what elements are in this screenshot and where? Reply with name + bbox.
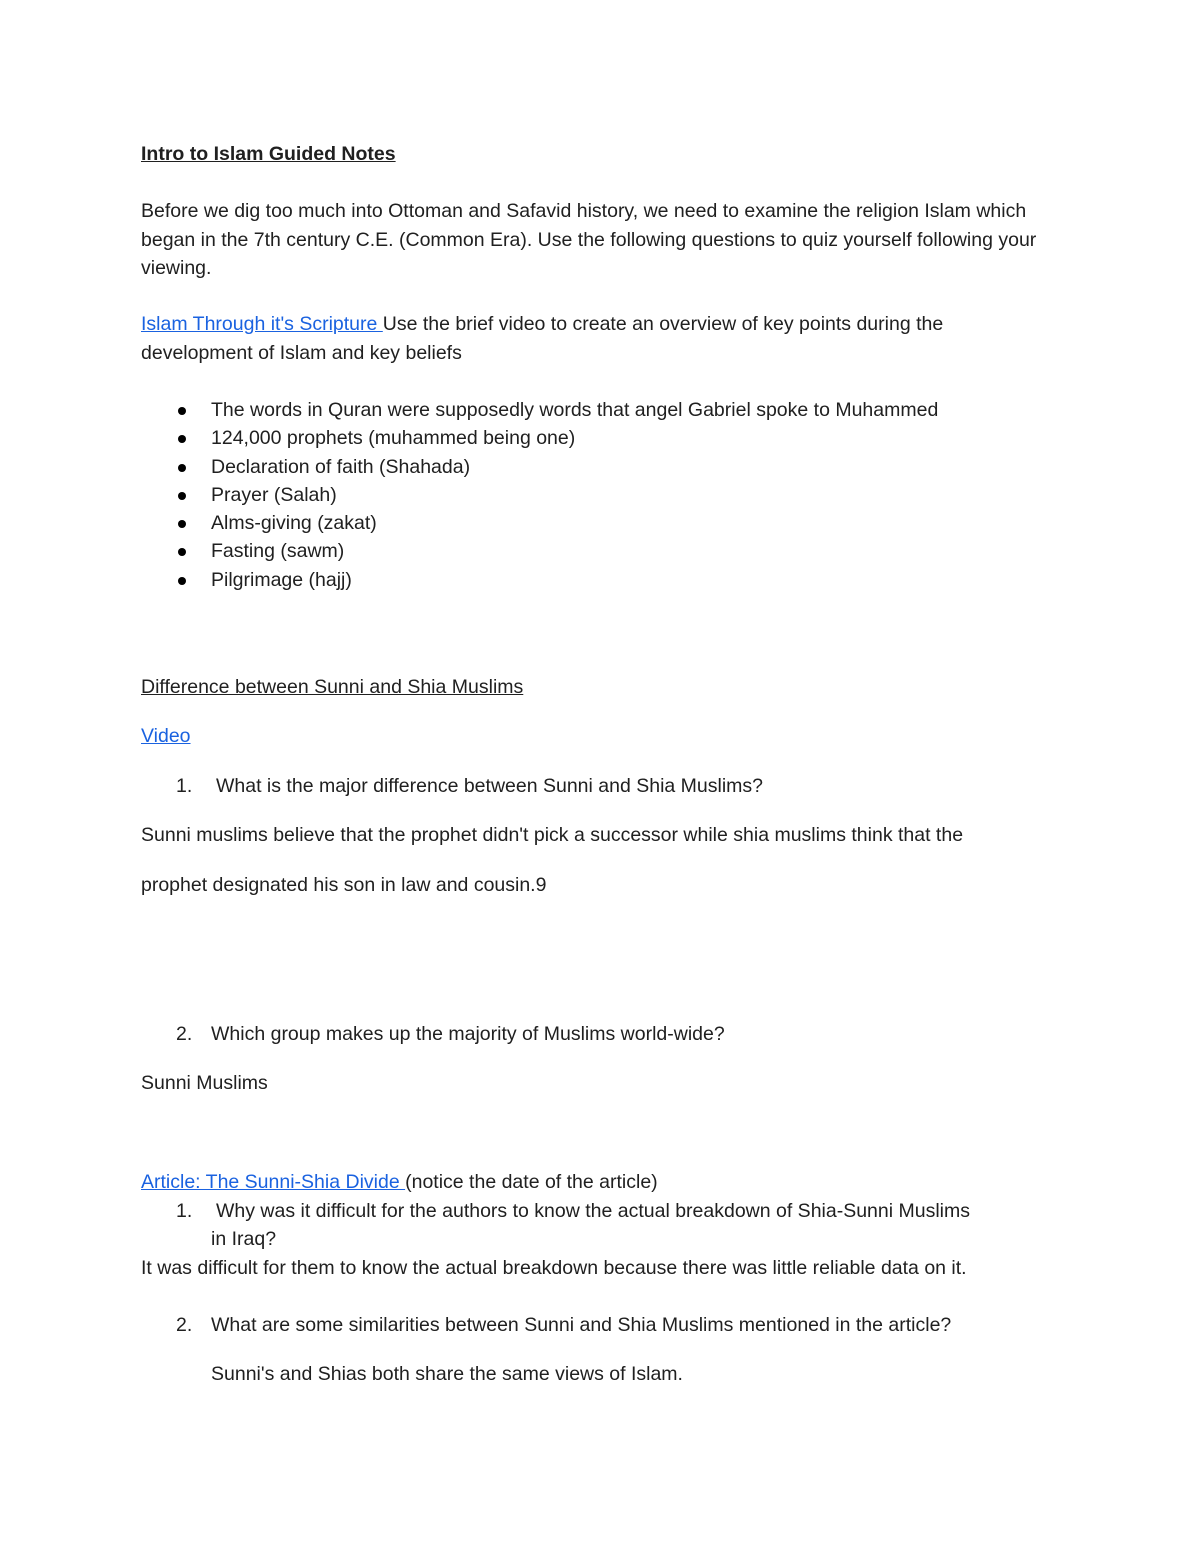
section1-line1 bbox=[141, 310, 943, 339]
bullet-icon bbox=[178, 548, 186, 556]
article-answer-2: Sunni's and Shias both share the same views of Islam. bbox=[211, 1363, 683, 1385]
bullet-icon bbox=[178, 492, 186, 500]
article-line bbox=[141, 1168, 658, 1197]
question-number: 1. bbox=[176, 1200, 193, 1222]
list-item: Fasting (sawm) bbox=[141, 537, 938, 565]
article-answer-1: It was difficult for them to know the actual breakdown because there was little reliable data on it. bbox=[141, 1257, 967, 1279]
answer-1-line2: prophet designated his son in law and cousin.9 bbox=[141, 874, 547, 896]
key-beliefs-list bbox=[141, 396, 938, 594]
question-number: 2. bbox=[176, 1314, 193, 1336]
article-note: (notice the date of the article) bbox=[405, 1171, 658, 1193]
question-2: Which group makes up the majority of Muslims world-wide? bbox=[211, 1023, 725, 1045]
article-question-2: What are some similarities between Sunni and Shia Muslims mentioned in the article? bbox=[211, 1314, 952, 1336]
article-link[interactable]: Article: The Sunni-Shia Divide bbox=[141, 1171, 406, 1193]
list-item: Declaration of faith (Shahada) bbox=[141, 453, 938, 481]
bullet-icon bbox=[178, 577, 186, 585]
bullet-icon bbox=[178, 464, 186, 472]
scripture-video-link[interactable]: Islam Through it's Scripture bbox=[141, 313, 383, 335]
article-question-1-line1: Why was it difficult for the authors to know the actual breakdown of Shia-Sunni Muslims bbox=[216, 1200, 970, 1222]
list-item: Alms-giving (zakat) bbox=[141, 509, 938, 537]
video-link[interactable]: Video bbox=[141, 725, 191, 747]
section1-intro-text: Use the brief video to create an overview of key points during the bbox=[382, 313, 944, 335]
article-question-1-line2: in Iraq? bbox=[211, 1228, 277, 1250]
list-item: Prayer (Salah) bbox=[141, 481, 938, 509]
answer-2: Sunni Muslims bbox=[141, 1072, 268, 1094]
page-title: Intro to Islam Guided Notes bbox=[141, 143, 396, 165]
bullet-icon bbox=[178, 520, 186, 528]
sunni-shia-heading: Difference between Sunni and Shia Muslims bbox=[141, 676, 524, 698]
question-number: 2. bbox=[176, 1023, 193, 1045]
answer-1-line1: Sunni muslims believe that the prophet didn't pick a successor while shia muslims think that the bbox=[141, 824, 964, 846]
list-item: The words in Quran were supposedly words that angel Gabriel spoke to Muhammed bbox=[141, 396, 938, 424]
section1-line2: development of Islam and key beliefs bbox=[141, 342, 462, 364]
question-1: What is the major difference between Sunni and Shia Muslims? bbox=[216, 775, 764, 797]
list-item: Pilgrimage (hajj) bbox=[141, 566, 938, 594]
intro-paragraph: Before we dig too much into Ottoman and Safavid history, we need to examine the religion Islam which began in the 7th century C.E. (Common Era). Use the following questions to quiz yourself following your viewing. bbox=[141, 200, 1037, 279]
list-item: 124,000 prophets (muhammed being one) bbox=[141, 424, 938, 452]
question-number: 1. bbox=[176, 775, 193, 797]
bullet-icon bbox=[178, 435, 186, 443]
bullet-icon bbox=[178, 407, 186, 415]
